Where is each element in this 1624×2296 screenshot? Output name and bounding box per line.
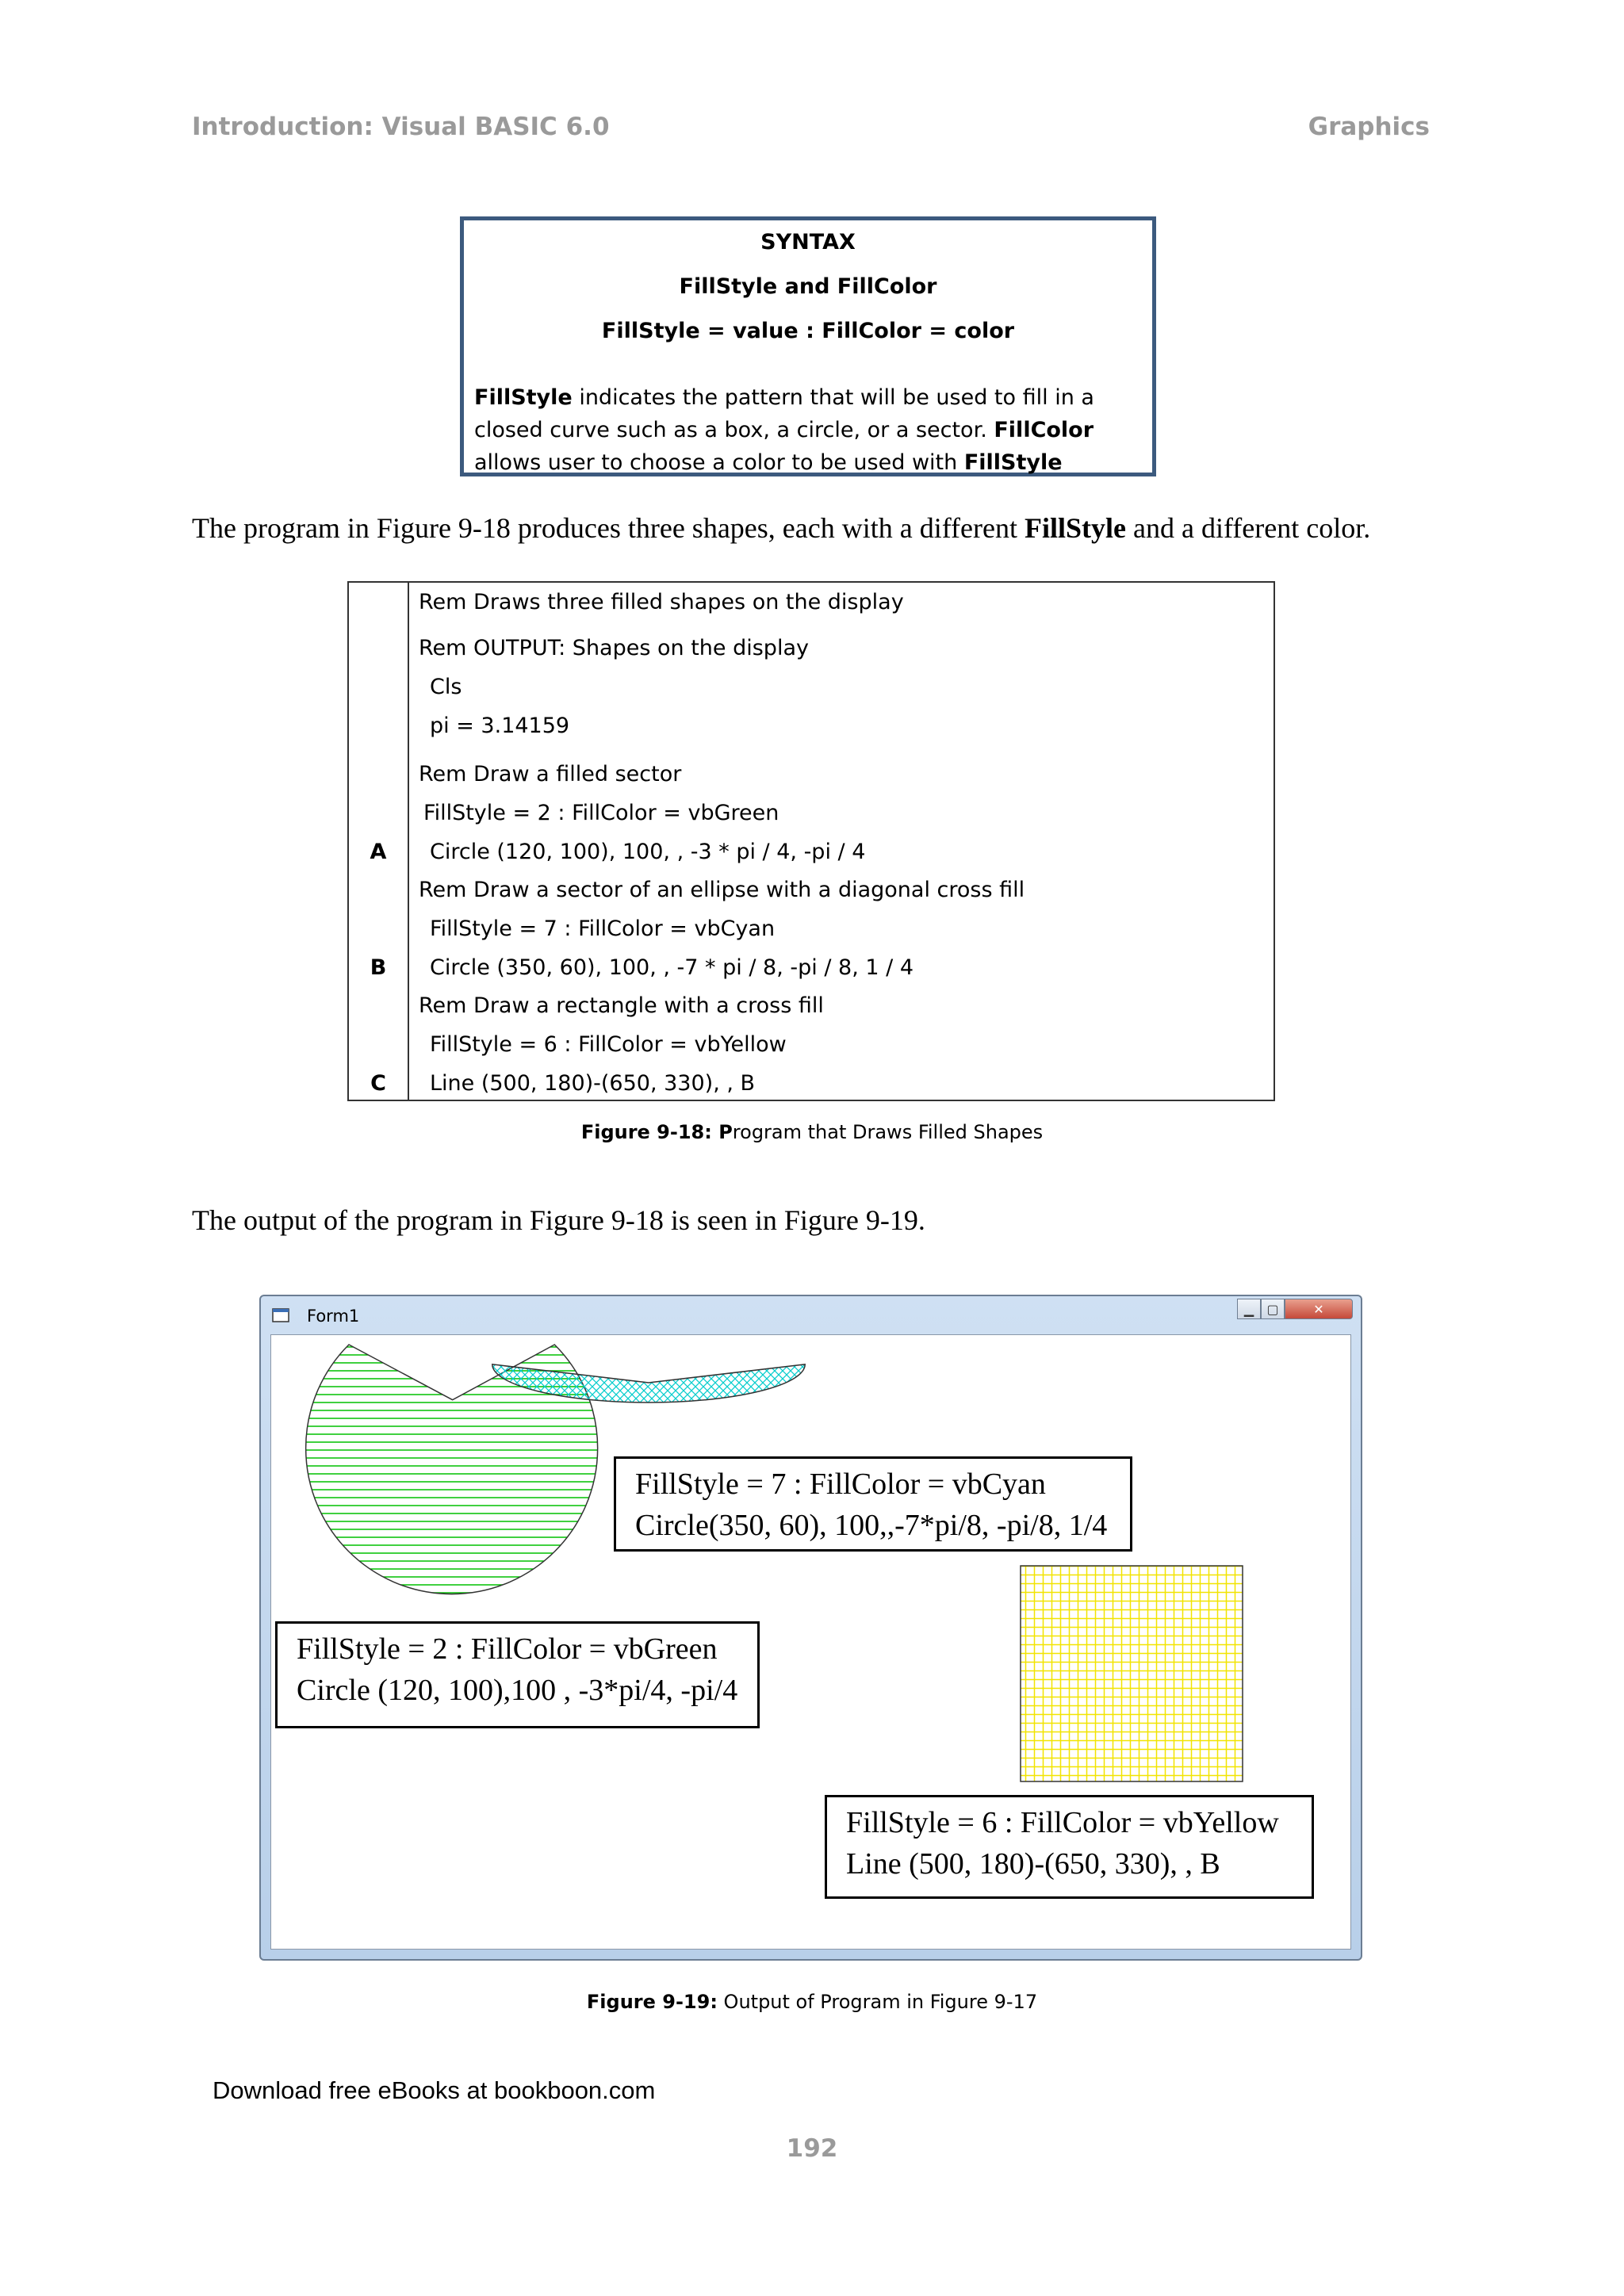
code-label-c: C <box>370 1071 386 1096</box>
annotation-line: FillStyle = 6 : FillColor = vbYellow <box>846 1806 1279 1839</box>
code-line: pi = 3.14159 <box>430 714 570 738</box>
syntax-title: SYNTAX <box>760 230 856 254</box>
code-label-a: A <box>370 840 387 864</box>
caption-label: Figure 9-18: P <box>580 1121 733 1143</box>
annotation-yellow <box>825 1795 1314 1899</box>
window-title: Form1 <box>307 1307 360 1326</box>
form-client-area <box>270 1334 1351 1950</box>
code-listing <box>347 581 1275 1101</box>
caption-text: rogram that Draws Filled Shapes <box>732 1121 1044 1143</box>
code-line: Circle (120, 100), 100, , -3 * pi / 4, -pi / 4 <box>430 840 866 864</box>
syntax-subtitle: FillStyle and FillColor <box>679 274 937 299</box>
code-line: Line (500, 180)-(650, 330), , B <box>430 1071 756 1096</box>
body-paragraph: The output of the program in Figure 9-18 is seen in Figure 9-19. <box>192 1204 925 1236</box>
code-line: Rem Draw a sector of an ellipse with a diagonal cross fill <box>419 878 1025 902</box>
figure-caption <box>0 1991 1624 2013</box>
caption-text: Output of Program in Figure 9-17 <box>717 1991 1038 2013</box>
annotation-line: FillStyle = 2 : FillColor = vbGreen <box>297 1632 718 1666</box>
annotation-green <box>275 1621 760 1728</box>
code-line: FillStyle = 6 : FillColor = vbYellow <box>430 1032 787 1057</box>
annotation-line: Circle (120, 100),100 , -3*pi/4, -pi/4 <box>297 1674 738 1707</box>
code-column-divider <box>408 583 409 1100</box>
code-label-b: B <box>370 955 387 980</box>
annotation-line: Circle(350, 60), 100,,-7*pi/8, -pi/8, 1/4 <box>635 1509 1108 1542</box>
syntax-term: FillColor <box>994 418 1094 442</box>
paragraph-term: FillStyle <box>1024 512 1126 544</box>
form-window <box>259 1295 1362 1961</box>
code-line: Cls <box>430 675 462 699</box>
code-line: Rem Draw a filled sector <box>419 762 682 786</box>
running-header-section: Graphics <box>1308 113 1430 141</box>
page-number: 192 <box>786 2134 838 2163</box>
code-line: Rem Draws three filled shapes on the display <box>419 590 904 614</box>
annotation-line: FillStyle = 7 : FillColor = vbCyan <box>635 1468 1046 1501</box>
running-header-title: Introduction: Visual BASIC 6.0 <box>192 113 610 141</box>
paragraph-text: and a different color. <box>1125 512 1371 544</box>
form-icon <box>272 1308 289 1322</box>
code-line: FillStyle = 7 : FillColor = vbCyan <box>430 916 776 941</box>
caption-label: Figure 9-19: <box>586 1991 718 2013</box>
close-button[interactable]: ✕ <box>1285 1299 1353 1319</box>
annotation-line: Line (500, 180)-(650, 330), , B <box>846 1847 1220 1881</box>
syntax-text: indicates the pattern that will be used to fill in a closed curve such as a box, a circle, or a sector. <box>474 385 1094 442</box>
paragraph-text: The program in Figure 9-18 produces three shapes, each with a different <box>192 512 1025 544</box>
code-line: Circle (350, 60), 100, , -7 * pi / 8, -pi / 8, 1 / 4 <box>430 955 914 980</box>
window-controls <box>1237 1299 1353 1322</box>
footer-link[interactable]: Download free eBooks at bookboon.com <box>213 2076 656 2104</box>
code-line: FillStyle = 2 : FillColor = vbGreen <box>423 801 779 825</box>
syntax-description <box>474 381 1128 479</box>
syntax-term: FillStyle <box>963 450 1063 475</box>
code-line: Rem OUTPUT: Shapes on the display <box>419 636 809 660</box>
maximize-button[interactable]: ▢ <box>1261 1299 1285 1319</box>
code-line: Rem Draw a rectangle with a cross fill <box>419 993 824 1018</box>
figure-caption <box>0 1121 1624 1143</box>
annotation-cyan <box>614 1456 1132 1552</box>
syntax-term: FillStyle <box>474 385 573 410</box>
yellow-rectangle-shape <box>1021 1566 1243 1781</box>
syntax-box <box>460 216 1156 476</box>
syntax-form: FillStyle = value : FillColor = color <box>601 319 1015 343</box>
body-paragraph <box>192 511 1370 545</box>
syntax-text: allows user to choose a color to be used with <box>474 450 964 475</box>
minimize-button[interactable]: ▁ <box>1237 1299 1261 1319</box>
